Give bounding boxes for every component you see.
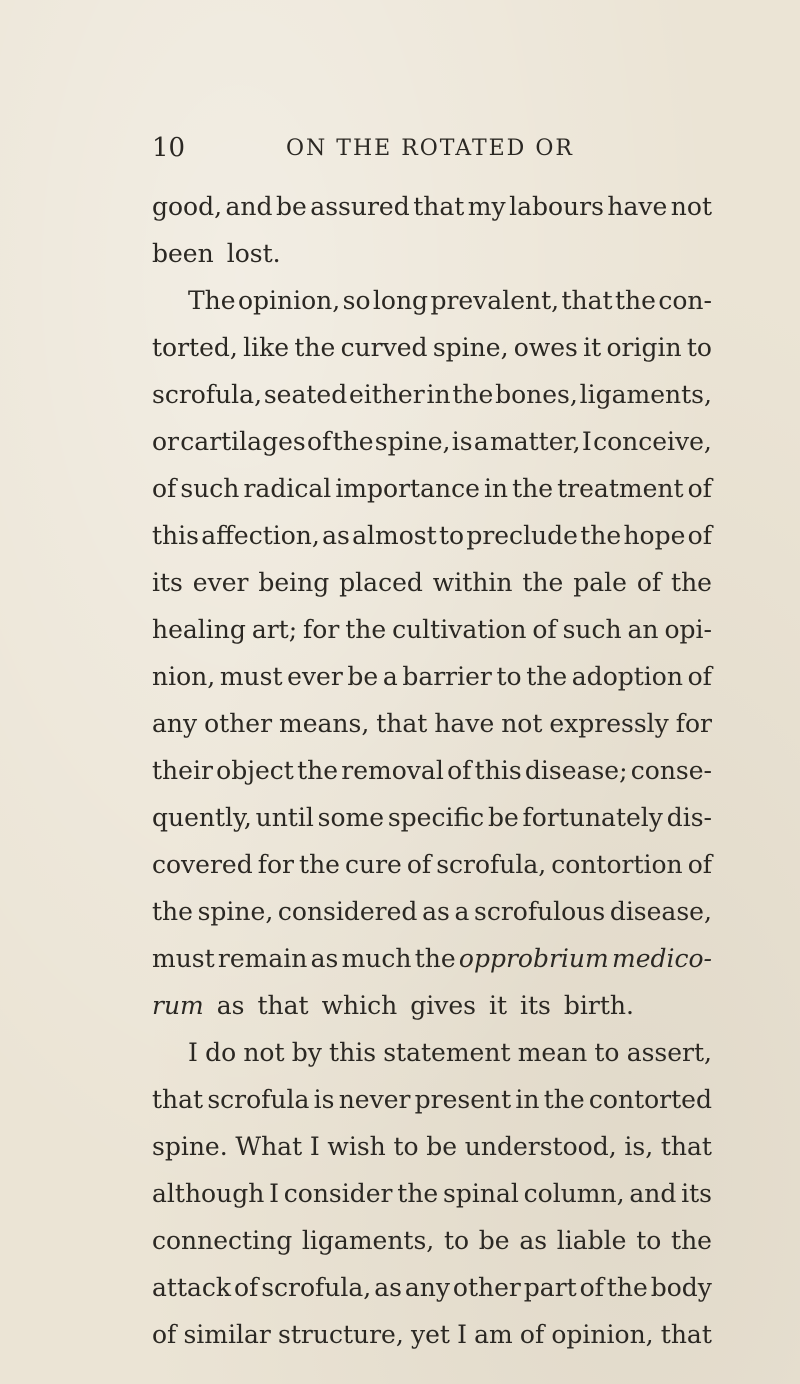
word: that	[257, 991, 309, 1020]
word: scrofula,	[261, 1273, 372, 1302]
text-line	[152, 465, 712, 512]
text-line	[152, 559, 712, 606]
word: of	[579, 1273, 604, 1302]
word: so	[342, 286, 371, 315]
word: the	[671, 1226, 712, 1255]
word: the	[526, 662, 568, 691]
word: to	[393, 1132, 419, 1161]
word: scrofula,	[152, 380, 263, 409]
word: that	[413, 192, 465, 221]
text-line	[152, 230, 712, 277]
word: much	[341, 944, 412, 973]
text-line	[152, 841, 712, 888]
word: opinion,	[237, 286, 341, 315]
word: as	[374, 1273, 402, 1302]
word: of	[306, 427, 332, 456]
word: a	[473, 427, 489, 456]
word: like	[243, 333, 290, 362]
word: art;	[251, 615, 298, 644]
word: of	[687, 662, 712, 691]
word: is,	[624, 1132, 654, 1161]
word: opinion,	[551, 1320, 654, 1349]
word: in	[426, 380, 451, 409]
word: other	[452, 1273, 521, 1302]
word: the	[580, 521, 622, 550]
word: be	[426, 1132, 458, 1161]
word: be	[487, 803, 519, 832]
word: of	[406, 850, 432, 879]
word: other	[204, 709, 273, 738]
word: or	[152, 427, 180, 456]
word: affection,	[201, 521, 320, 550]
word: the	[294, 333, 336, 362]
word: considered	[277, 897, 418, 926]
word: body	[650, 1273, 712, 1302]
word: scrofula,	[436, 850, 547, 879]
word: quently,	[152, 803, 252, 832]
word: this	[474, 756, 522, 785]
word: of	[687, 521, 712, 550]
word: have	[607, 192, 668, 221]
word: scrofula	[207, 1085, 310, 1114]
word: specific	[387, 803, 485, 832]
text-line	[152, 982, 712, 1029]
word: treatment	[557, 474, 684, 503]
word: spine,	[197, 897, 274, 926]
word: for	[257, 850, 295, 879]
word: be	[478, 1226, 510, 1255]
word: such	[562, 615, 622, 644]
text-line	[152, 1264, 712, 1311]
running-head: ON THE ROTATED OR	[286, 136, 574, 161]
word: in	[515, 1085, 540, 1114]
word: importance	[335, 474, 480, 503]
word: have	[434, 709, 495, 738]
text-line	[152, 653, 712, 700]
word: that	[660, 1132, 712, 1161]
word: con-	[658, 286, 712, 315]
word: spine.	[152, 1132, 228, 1161]
word: opi-	[664, 615, 712, 644]
word: of	[687, 850, 712, 879]
word: labours	[509, 192, 604, 221]
word: my	[467, 192, 506, 221]
word: part	[523, 1273, 577, 1302]
word: long	[372, 286, 429, 315]
word: lost.	[226, 239, 281, 268]
word: which	[321, 991, 398, 1020]
text-line	[152, 935, 712, 982]
word: to	[594, 1038, 620, 1067]
word: that	[152, 1085, 204, 1114]
word: as	[216, 991, 245, 1020]
word: the	[512, 474, 554, 503]
text-line	[152, 1123, 712, 1170]
text-line	[152, 747, 712, 794]
text-line	[152, 794, 712, 841]
word: almost	[352, 521, 437, 550]
word: is	[451, 427, 473, 456]
word: and	[629, 1179, 677, 1208]
word: conceive,	[593, 427, 712, 456]
word: disease;	[524, 756, 628, 785]
word: as	[519, 1226, 548, 1255]
word: cultivation	[392, 615, 527, 644]
word: must	[152, 944, 215, 973]
word: torted,	[152, 333, 238, 362]
word: and	[225, 192, 273, 221]
word: preclude	[466, 521, 578, 550]
word: their	[152, 756, 213, 785]
word: I	[188, 1038, 198, 1067]
word: that	[376, 709, 428, 738]
word: to	[438, 521, 465, 550]
word: must	[219, 662, 283, 691]
text-line	[152, 183, 712, 230]
body-text	[152, 183, 712, 1358]
word: placed	[339, 568, 423, 597]
word: similar	[183, 1320, 271, 1349]
word: understood,	[464, 1132, 617, 1161]
word: am	[474, 1320, 513, 1349]
word: until	[255, 803, 314, 832]
text-line	[152, 1311, 712, 1358]
paragraph-start-line	[152, 277, 712, 324]
word: What	[235, 1132, 303, 1161]
word: any	[152, 709, 198, 738]
text-line	[152, 888, 712, 935]
word: liable	[556, 1226, 627, 1255]
text-line	[152, 324, 712, 371]
word: of	[152, 474, 177, 503]
word: the	[332, 427, 374, 456]
word: that	[561, 286, 613, 315]
text-line	[152, 1217, 712, 1264]
word: good,	[152, 192, 223, 221]
word: to	[443, 1226, 470, 1255]
word: the	[671, 568, 712, 597]
word: any	[404, 1273, 450, 1302]
word: remain	[217, 944, 308, 973]
word: of	[233, 1273, 259, 1302]
word: to	[686, 333, 712, 362]
word: the	[297, 756, 339, 785]
word: this	[152, 521, 199, 550]
word: seated	[263, 380, 348, 409]
word: covered	[152, 850, 253, 879]
word: curved	[340, 333, 428, 362]
word: removal	[341, 756, 444, 785]
word: gives	[410, 991, 476, 1020]
word: for	[303, 615, 340, 644]
word: spinal	[443, 1179, 519, 1208]
word: adoption	[571, 662, 683, 691]
word: dis-	[666, 803, 712, 832]
word: cartilages	[180, 427, 306, 456]
word: spine,	[432, 333, 509, 362]
text-line	[152, 1170, 712, 1217]
word: its	[152, 568, 183, 597]
word: of	[687, 474, 712, 503]
word: radical	[243, 474, 332, 503]
word: object	[216, 756, 294, 785]
word: connecting	[152, 1226, 293, 1255]
word: of	[152, 1320, 177, 1349]
word: such	[180, 474, 240, 503]
word: in	[483, 474, 509, 503]
word: the	[397, 1179, 439, 1208]
word: consider	[283, 1179, 393, 1208]
word: been	[152, 239, 214, 268]
word: ever	[287, 662, 343, 691]
word: although	[152, 1179, 265, 1208]
word: of	[532, 615, 557, 644]
word: conse-	[630, 756, 712, 785]
word: to	[636, 1226, 662, 1255]
word: present	[414, 1085, 512, 1114]
word: the	[522, 568, 564, 597]
word: rum	[152, 991, 204, 1020]
word: the	[152, 897, 193, 926]
word: either	[348, 380, 425, 409]
word: that	[660, 1320, 712, 1349]
word: not	[243, 1038, 285, 1067]
word: of	[447, 756, 472, 785]
word: The	[188, 286, 236, 315]
word: I	[457, 1320, 467, 1349]
word: it	[488, 991, 508, 1020]
word: be	[347, 662, 379, 691]
word: origin	[606, 333, 682, 362]
word: birth.	[563, 991, 634, 1020]
word: be	[276, 192, 307, 221]
word: opprobrium	[458, 944, 609, 973]
word: expressly	[549, 709, 669, 738]
text-line	[152, 418, 712, 465]
word: by	[291, 1038, 322, 1067]
word: nion,	[152, 662, 216, 691]
word: it	[583, 333, 602, 362]
word: do	[205, 1038, 237, 1067]
word: attack	[152, 1273, 232, 1302]
word: for	[675, 709, 712, 738]
word: I	[581, 427, 592, 456]
word: yet	[410, 1320, 450, 1349]
word: an	[627, 615, 659, 644]
word: as	[322, 521, 350, 550]
text-line	[152, 512, 712, 559]
word: barrier	[402, 662, 492, 691]
word: the	[606, 1273, 648, 1302]
word: column,	[523, 1179, 625, 1208]
text-line	[152, 700, 712, 747]
word: medico-	[611, 944, 712, 973]
word: the	[543, 1085, 585, 1114]
word: hope	[623, 521, 686, 550]
word: structure,	[278, 1320, 404, 1349]
text-line	[152, 606, 712, 653]
word: prevalent,	[430, 286, 560, 315]
word: contorted	[588, 1085, 712, 1114]
word: means,	[279, 709, 370, 738]
word: mean	[517, 1038, 588, 1067]
text-line	[152, 371, 712, 418]
word: to	[496, 662, 522, 691]
word: as	[422, 897, 450, 926]
text-line	[152, 1076, 712, 1123]
word: the	[414, 944, 456, 973]
word: some	[317, 803, 385, 832]
word: not	[501, 709, 543, 738]
word: not	[670, 192, 712, 221]
word: disease,	[609, 897, 712, 926]
paragraph-start-line	[152, 1029, 712, 1076]
word: ligaments,	[301, 1226, 435, 1255]
word: never	[338, 1085, 411, 1114]
word: fortunately	[522, 803, 663, 832]
word: its	[681, 1179, 712, 1208]
word: cure	[345, 850, 402, 879]
word: spine,	[374, 427, 451, 456]
word: assured	[310, 192, 410, 221]
word: being	[258, 568, 330, 597]
word: the	[299, 850, 340, 879]
word: I	[269, 1179, 279, 1208]
word: statement	[383, 1038, 511, 1067]
word: contortion	[551, 850, 683, 879]
word: a	[454, 897, 470, 926]
word: scrofulous	[474, 897, 606, 926]
word: is	[313, 1085, 335, 1114]
word: of	[636, 568, 662, 597]
word: ever	[192, 568, 249, 597]
word: the	[452, 380, 494, 409]
word: the	[345, 615, 387, 644]
word: a	[382, 662, 398, 691]
page-number: 10	[152, 133, 186, 163]
word: owes	[513, 333, 578, 362]
word: of	[519, 1320, 545, 1349]
word: this	[329, 1038, 377, 1067]
word: healing	[152, 615, 246, 644]
word: bones,	[495, 380, 578, 409]
word: its	[520, 991, 551, 1020]
word: within	[432, 568, 513, 597]
word: assert,	[626, 1038, 712, 1067]
word: I	[309, 1132, 320, 1161]
word: the	[615, 286, 656, 315]
word: pale	[573, 568, 627, 597]
word: matter,	[489, 427, 581, 456]
word: wish	[327, 1132, 386, 1161]
word: ligaments,	[579, 380, 712, 409]
word: as	[310, 944, 339, 973]
page-header	[152, 133, 712, 165]
